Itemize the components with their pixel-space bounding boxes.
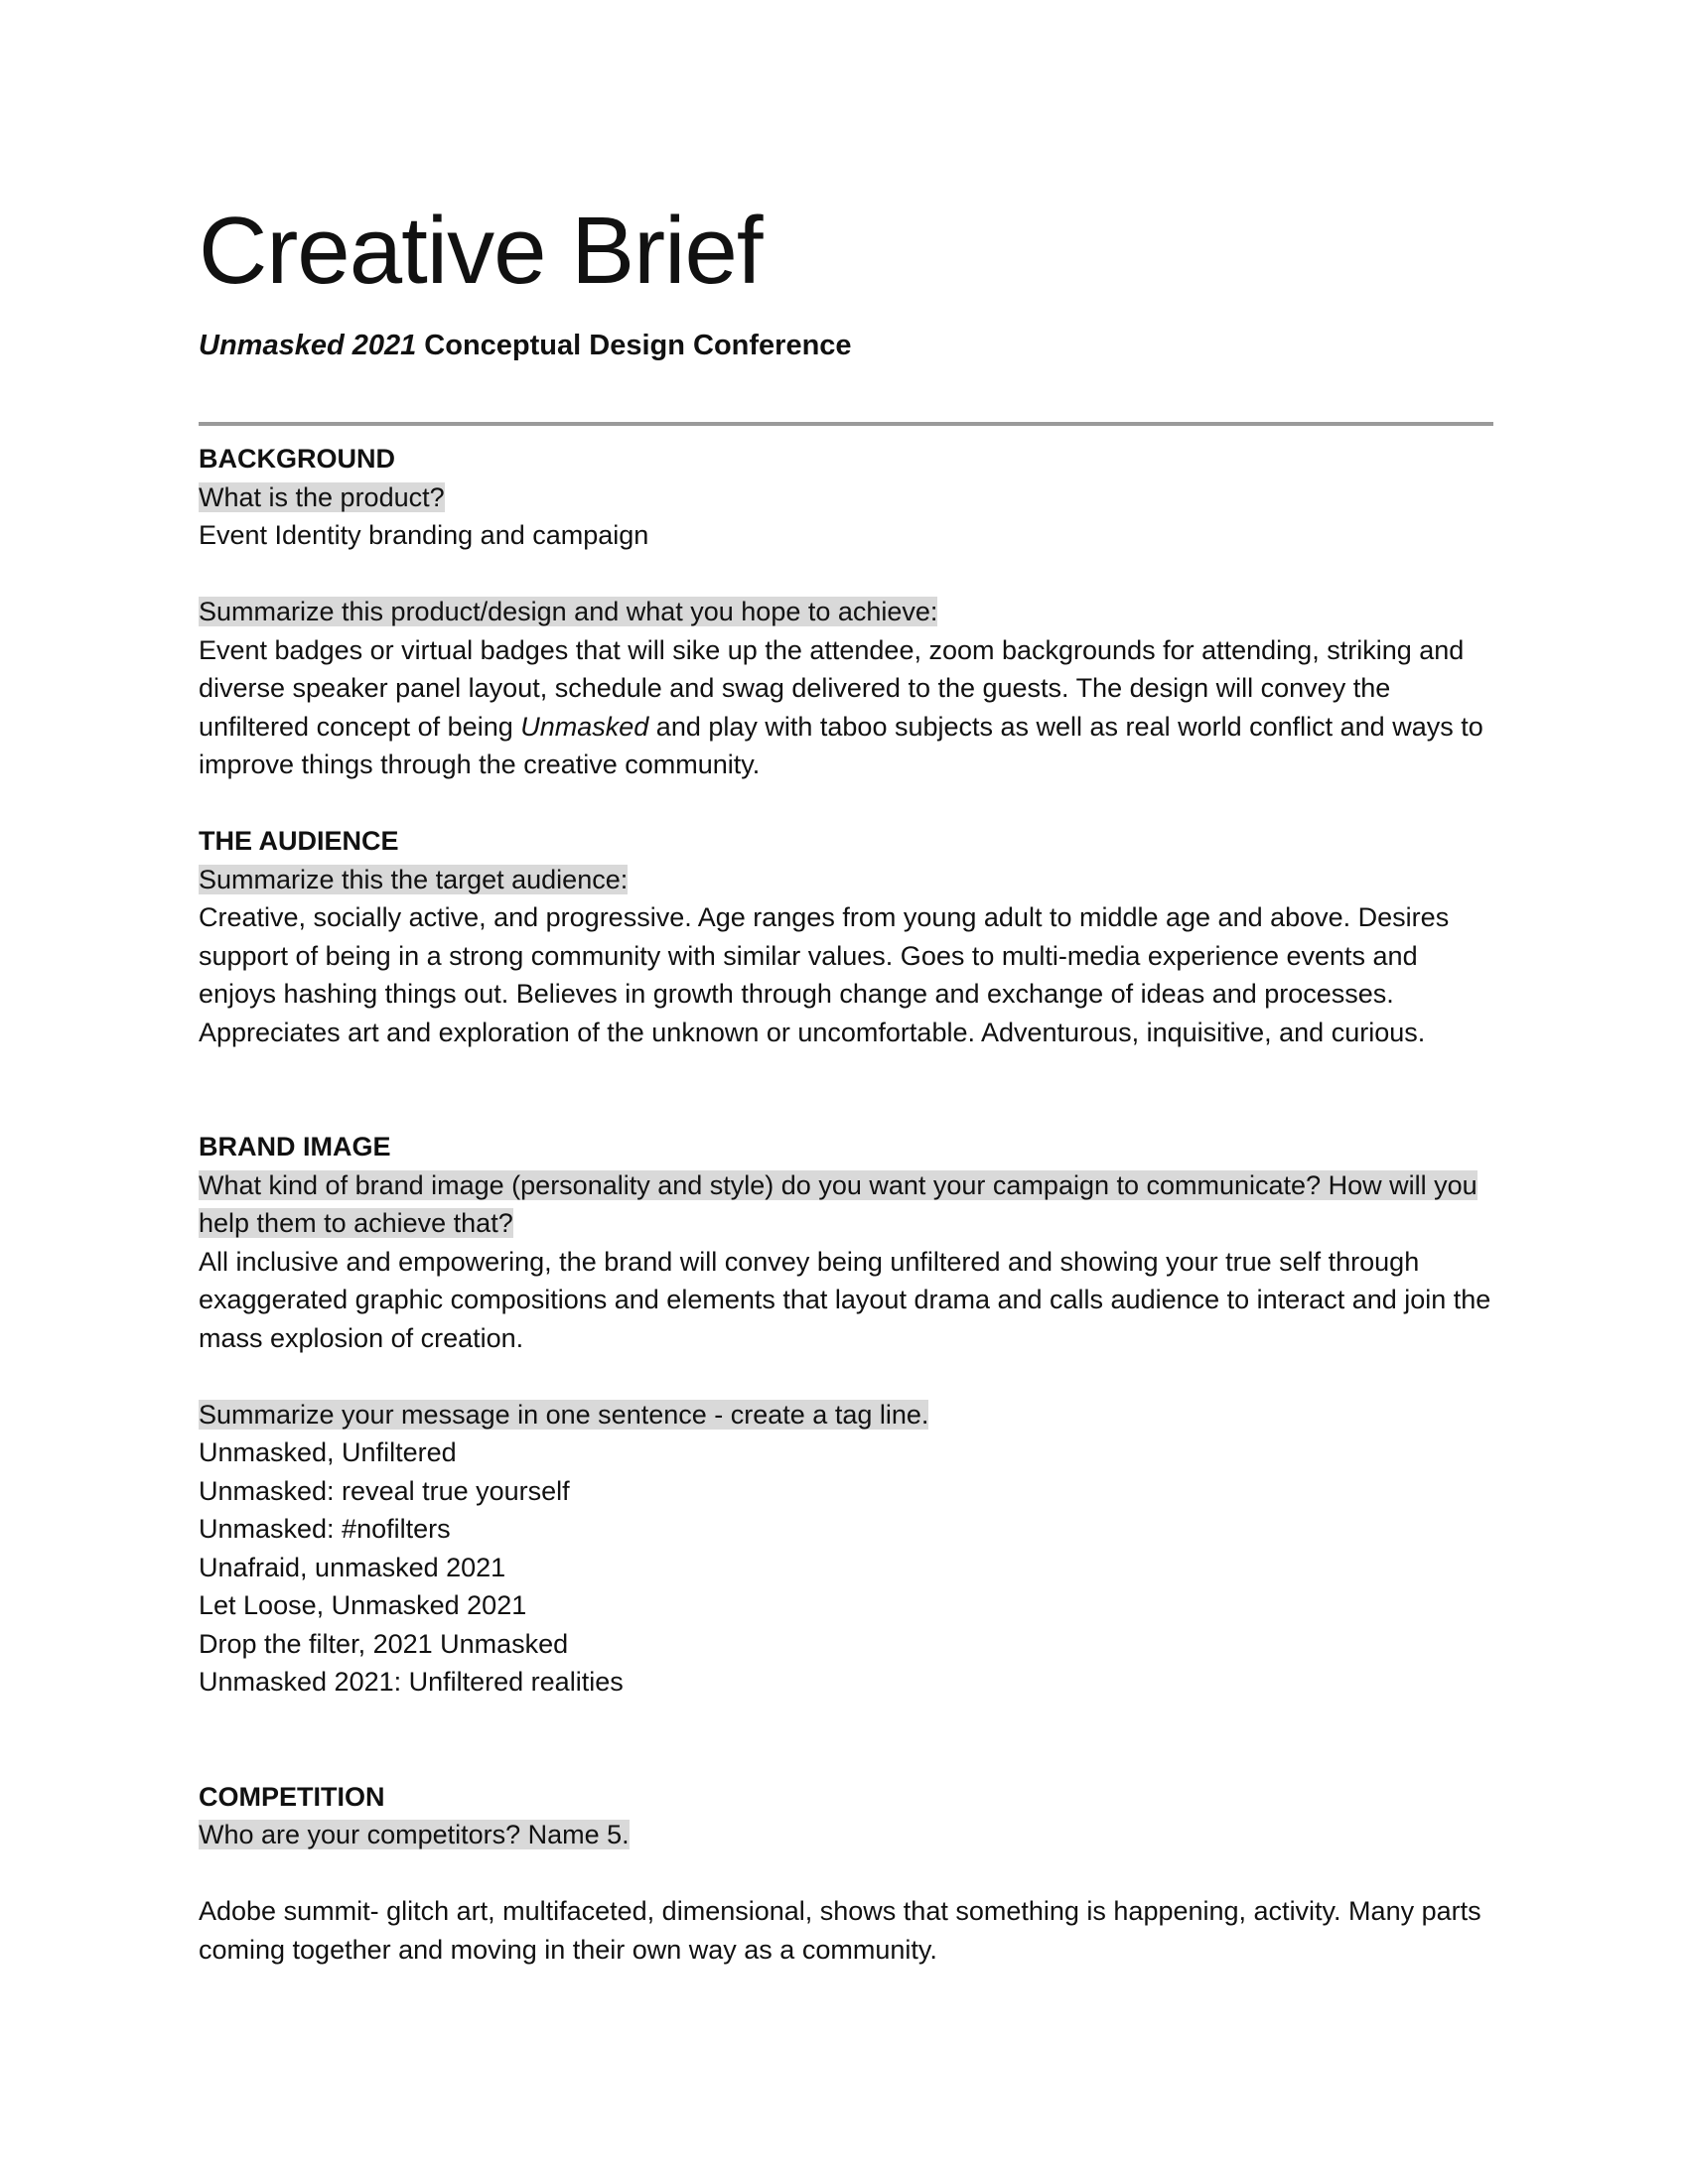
section-heading: BRAND IMAGE	[199, 1132, 391, 1161]
section-background	[199, 440, 1499, 784]
tagline-item: Unmasked: #nofilters	[199, 1514, 451, 1544]
question-highlight: What is the product?	[199, 481, 445, 512]
brief-content	[199, 440, 1499, 1969]
answer-text: Creative, socially active, and progressive. Age ranges from young adult to middle age and above. Desires support of being in a strong community with similar values. Goes to multi-media experience events and enjoys hashing things out. Believes in growth through change and exchange of ideas and processes. Appreciates art and exploration of the unknown or uncomfortable. Adventurous, inquisitive, and curious.	[199, 902, 1450, 1047]
question-highlight: Summarize this the target audience:	[199, 864, 629, 894]
question-highlight: Summarize your message in one sentence - create a tag line.	[199, 1399, 929, 1430]
tagline-item: Drop the filter, 2021 Unmasked	[199, 1628, 569, 1659]
answer-text: Event badges or virtual badges that will sike up the attendee, zoom backgrounds for attending, striking and diverse speaker panel layout, schedule and swag delivered to the guests. The design will convey the unfiltered concept of being Unmasked and play with taboo subjects as well as real world conflict and ways to improve things through the creative community.	[199, 634, 1483, 779]
answer-text: Event Identity branding and campaign	[199, 520, 649, 550]
section-brand-image	[199, 1128, 1499, 1702]
section-audience	[199, 822, 1499, 1051]
question-highlight: Summarize this product/design and what you hope to achieve:	[199, 597, 938, 626]
section-heading: THE AUDIENCE	[199, 826, 399, 856]
tagline-item: Unmasked, Unfiltered	[199, 1437, 457, 1467]
section-heading: BACKGROUND	[199, 444, 395, 474]
tagline-item: Unmasked 2021: Unfiltered realities	[199, 1667, 624, 1697]
section-competition	[199, 1778, 1499, 1970]
subtitle-rest: Conceptual Design Conference	[416, 330, 852, 361]
page-title: Creative Brief	[199, 198, 763, 304]
unmasked-italic: Unmasked	[520, 711, 649, 742]
answer-text: All inclusive and empowering, the brand will convey being unfiltered and showing your true self through exaggerated graphic compositions and elements that layout drama and calls audience to interact and join the mass explosion of creation.	[199, 1246, 1491, 1353]
tagline-item: Unafraid, unmasked 2021	[199, 1552, 506, 1582]
tagline-item: Let Loose, Unmasked 2021	[199, 1590, 527, 1620]
section-heading: COMPETITION	[199, 1781, 385, 1812]
horizontal-divider	[199, 422, 1493, 426]
tagline-item: Unmasked: reveal true yourself	[199, 1475, 570, 1506]
question-highlight: Who are your competitors? Name 5.	[199, 1820, 630, 1849]
page-subtitle	[199, 326, 852, 365]
answer-text: Adobe summit- glitch art, multifaceted, dimensional, shows that something is happening, activity. Many parts coming together and moving in their own way as a community.	[199, 1896, 1481, 1965]
subtitle-event-name: Unmasked 2021	[199, 330, 417, 361]
question-highlight: What kind of brand image (personality and style) do you want your campaign to communicate? How will you help them to achieve that?	[199, 1169, 1477, 1238]
